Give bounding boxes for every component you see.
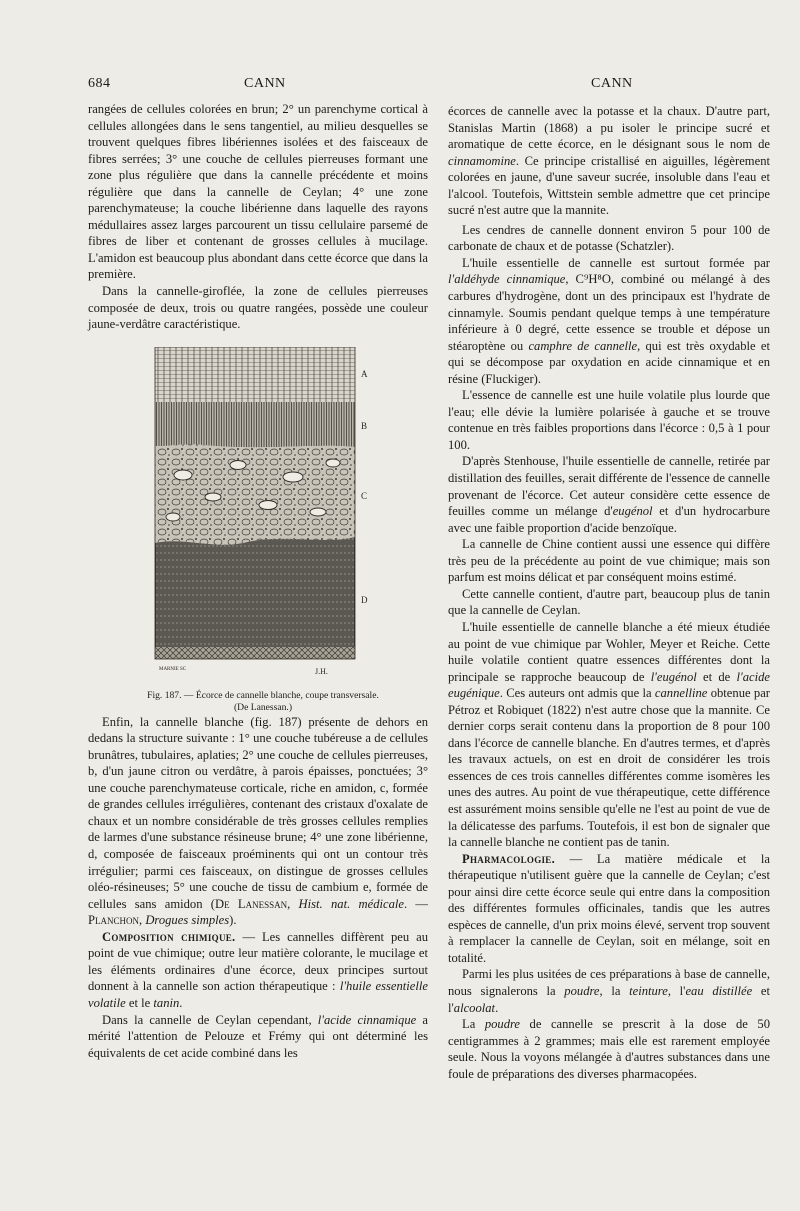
italic-term: alcoolat xyxy=(453,1000,496,1015)
figure-label-d: D xyxy=(361,594,368,605)
running-header xyxy=(0,76,800,96)
italic-term: eau distillée xyxy=(685,983,753,998)
paragraph xyxy=(448,619,770,851)
text-run: de cannelle se prescrit à la dose de 50 centigrammes à 2 grammes; mais elle est rarement employée seule. Nous la voyons mélangée à d'autres substances dans une foule de préparations des diverses pharmacopées. xyxy=(448,1017,771,1081)
italic-term: tanin xyxy=(153,995,180,1010)
paragraph: La cannelle de Chine contient aussi une essence qui diffère très peu de la précédente au point de vue chimique; mais son parfum est moins délicat et par conséquent moins estimé. xyxy=(448,537,770,585)
italic-term: l'eugénol xyxy=(650,669,697,684)
liber-layer xyxy=(155,537,355,647)
paragraph xyxy=(448,851,770,967)
text-run: , l' xyxy=(667,983,686,998)
text-run: Enfin, la cannelle blanche (fig. 187) présente de dehors en dedans la structure suivante : 1° une couche tubéreuse a de cellules brunâtres, tubulaires, aplaties; 2° une couche de cellules pierreuses, b, d'un jaune citron ou verdâtre, à parois épaisses, ponctuées; 3° une couche parenchymateuse corticale, riche en amidon, c, formée de grandes cellules irrégulières, contenant des cristaux d'oxalate de chaux et un nombre considérable de très grosses cellules remplies de larmes d'une substance résineuse brune; 4° une zone libérienne, d, composée de faisceaux proéminents qui ont un contour très irrégulier; parmi ces faisceaux, on distingue de grosses cellules oléo-résineuses; 5° une couche de tissu de cambium e, formée de cellules sans amidon ( xyxy=(88,714,428,911)
text-run: . xyxy=(495,1000,499,1015)
text-run: . Ce principe cristallisé en aiguilles, légèrement colorées en jaune, d'une saveur sucrée, insoluble dans l'eau et l'alcool. Toutefois, Wittstein semble admettre que cet principe sucré n'est autre que la mannite. xyxy=(448,153,770,218)
author-name: De Lanessan xyxy=(215,896,288,911)
section-rubric: Composition chimique. xyxy=(102,929,236,944)
section-rubric: Pharmacologie. xyxy=(462,851,556,866)
text-run: La xyxy=(462,1017,485,1032)
text-run: . xyxy=(179,995,183,1010)
text-run: , xyxy=(139,913,146,928)
text-run: . Ces auteurs ont admis que la xyxy=(499,686,655,701)
caption-source: (De Lanessan.) xyxy=(233,701,293,713)
text-run: L'huile essentielle de cannelle est surtout formée par xyxy=(462,255,770,270)
italic-term: l'acide eugénique xyxy=(448,669,771,701)
italic-term: l'acide cinnamique xyxy=(317,1012,417,1027)
paragraph xyxy=(448,453,770,536)
work-title: Hist. nat. médicale xyxy=(298,896,404,911)
italic-term: camphre de cannelle xyxy=(528,338,638,353)
figure-caption xyxy=(113,690,413,714)
header-title-left: CANN xyxy=(244,76,286,91)
text-run: , la xyxy=(599,983,630,998)
text-run: Dans la cannelle de Ceylan cependant, xyxy=(102,1012,318,1027)
paragraph xyxy=(88,714,428,929)
paragraph xyxy=(448,1016,770,1082)
text-run: , C⁹H⁸O, combiné ou mélangé à des carbures d'hydrogène, dont un des principaux est l'hydrate de cinnamyle. Soumis pendant quelque temps à une température inférieure à 0 degré, cette essence se trouble et dépose un stéaroptène ou xyxy=(448,272,770,353)
italic-term: poudre xyxy=(564,983,600,998)
caption-text: Fig. 187. — Écorce de cannelle blanche, coupe transversale. xyxy=(147,689,379,701)
paragraph xyxy=(88,1012,428,1062)
text-run: ). xyxy=(229,913,237,928)
text-run: , qui est très oxydable et qui se décompose par oxydation en acide cinnamique et en résine (Fluckiger). xyxy=(448,338,770,386)
paragraph: Dans la cannelle-giroflée, la zone de cellules pierreuses composée de deux, trois ou quatre rangées, possède une couleur jaune-verdâtre caractéristique. xyxy=(88,284,428,332)
author-name: Planchon xyxy=(88,913,140,928)
paragraph xyxy=(448,103,770,219)
italic-term: l'aldéhyde cinnamique xyxy=(448,272,566,287)
text-run: et de xyxy=(696,669,737,684)
text-run: — Les cannelles diffèrent peu au point de vue chimique; outre leur matière colorante, le mucilage et les éléments ordinaires d'une écorce, deux principes surtout donnent à la cannelle son action thérapeutique : xyxy=(88,929,428,994)
figure-label-c: C xyxy=(361,490,368,501)
italic-term: cinnamomine xyxy=(448,153,516,168)
header-title-right: CANN xyxy=(591,76,633,91)
text-run: écorces de cannelle avec la potasse et la chaux. D'autre part, Stanislas Martin (1868) a pu isoler le principe sucré et aromatique de cette écorce, en le désignant sous le nom de xyxy=(448,104,770,152)
figure-label-b: B xyxy=(361,420,368,431)
bark-cross-section-engraving xyxy=(143,347,398,682)
artist-initials: J.H. xyxy=(315,666,328,676)
text-run: D'après Stenhouse, l'huile essentielle de cannelle, retirée par distillation des feuilles, serait différente de l'essence de cannelle provenant de l'écorce. Cet auteur considère cette essence de feuilles comme un mélange d' xyxy=(448,454,771,519)
figure-label-a: A xyxy=(361,368,368,379)
cork-layer xyxy=(155,347,355,402)
text-run: a mérité l'attention de Pelouze et Frémy qui ont déterminé les équivalents de cet acide combiné dans les xyxy=(88,1012,428,1060)
left-column xyxy=(88,101,428,1061)
italic-term: poudre xyxy=(484,1017,521,1032)
cambium-layer xyxy=(155,647,355,659)
text-run: , xyxy=(287,896,299,911)
text-run: L'huile essentielle de cannelle blanche a été mieux étudiée au point de vue chimique par Wohler, Meyer et Reiche. Cette huile volatile contient quatre essences différentes dont la principale se rapproche beaucoup de xyxy=(448,619,770,684)
italic-term: l'huile essentielle volatile xyxy=(88,979,428,1010)
paragraph xyxy=(448,966,770,1016)
parenchyma-layer xyxy=(155,444,355,544)
engraver-signature: MARNIE SC xyxy=(159,666,187,672)
italic-term: cannelline xyxy=(654,686,708,701)
text-run: . — xyxy=(403,896,429,911)
right-column xyxy=(448,103,770,1082)
paragraph: L'essence de cannelle est une huile volatile plus lourde que l'eau; elle dévie la lumière polarisée à gauche et se trouve contenue en très faibles proportions dans l'écorce : 0,5 à 1 pour 100. xyxy=(448,388,770,452)
paragraph xyxy=(448,255,770,387)
paragraph: rangées de cellules colorées en brun; 2° un parenchyme cortical à cellules allongées dans le sens tangentiel, au milieu desquelles se trouvent quelques fibres libériennes isolées et des faisceaux de fibres serrées; 3° une couche de cellules pierreuses formant une zone plus régulière que dans la cannelle précédente et moins régulière que dans la cannelle de Ceylan; 4° une zone parenchymateuse; la couche libérienne dans laquelle des rayons médullaires assez larges parcourent un tissu cellulaire parsemé de fibres de liber et contenant de grosses cellules à mucilage. L'amidon est beaucoup plus abondant dans cette écorce que dans la première. xyxy=(88,102,428,282)
page-number: 684 xyxy=(88,76,111,91)
stone-cell-layer xyxy=(155,402,355,447)
paragraph: Les cendres de cannelle donnent environ 5 pour 100 de carbonate de chaux et de potasse (Schatzler). xyxy=(448,222,770,254)
italic-term: teinture xyxy=(629,983,668,998)
text-run: — La matière médicale et la thérapeutique n'utilisent guère que la cannelle de Ceylan; c'est pour ainsi dire cette écorce seule qui entre dans la composition des différentes formules officinales, tandis que les autres espèces de cannelle, d'un prix moins élevé, servent trop souvent à remplacer la cannelle de Ceylan, soit en mélange, soit en totalité. xyxy=(448,851,770,965)
paragraph: Cette cannelle contient, d'autre part, beaucoup plus de tanin que la cannelle de Ceylan. xyxy=(448,586,770,618)
italic-term: eugénol xyxy=(612,504,653,519)
text-run: Parmi les plus usitées de ces préparations à base de cannelle, nous signalerons la xyxy=(448,967,770,998)
text-run: obtenue par Pétroz et Robiquet (1822) n'est autre chose que la mannite. Ce dernier corps serait contenu dans la proportion de 8 pour 100 dans l'écorce de cannelle blanche. En d'autres termes, et d'après les travaux actuels, on est en droit de considérer les trois essences de ces trois cannelles différentes comme isomères les unes des autres. Au point de vue thérapeutique, cette différence est assurément moins sensible qu'elle ne l'est au point de vue de la délicatesse des parfums. Toutefois, il est bon de signaler que la cannelle blanche ne contient pas de tanin. xyxy=(448,686,770,850)
work-title: Drogues simples xyxy=(145,913,230,928)
paragraph xyxy=(88,929,428,1012)
text-run: et d'un hydrocarbure avec une faible proportion d'acide benzoïque. xyxy=(448,504,770,535)
figure-187 xyxy=(143,347,398,714)
text-run: et l' xyxy=(448,983,770,1015)
text-run: et le xyxy=(125,995,154,1010)
